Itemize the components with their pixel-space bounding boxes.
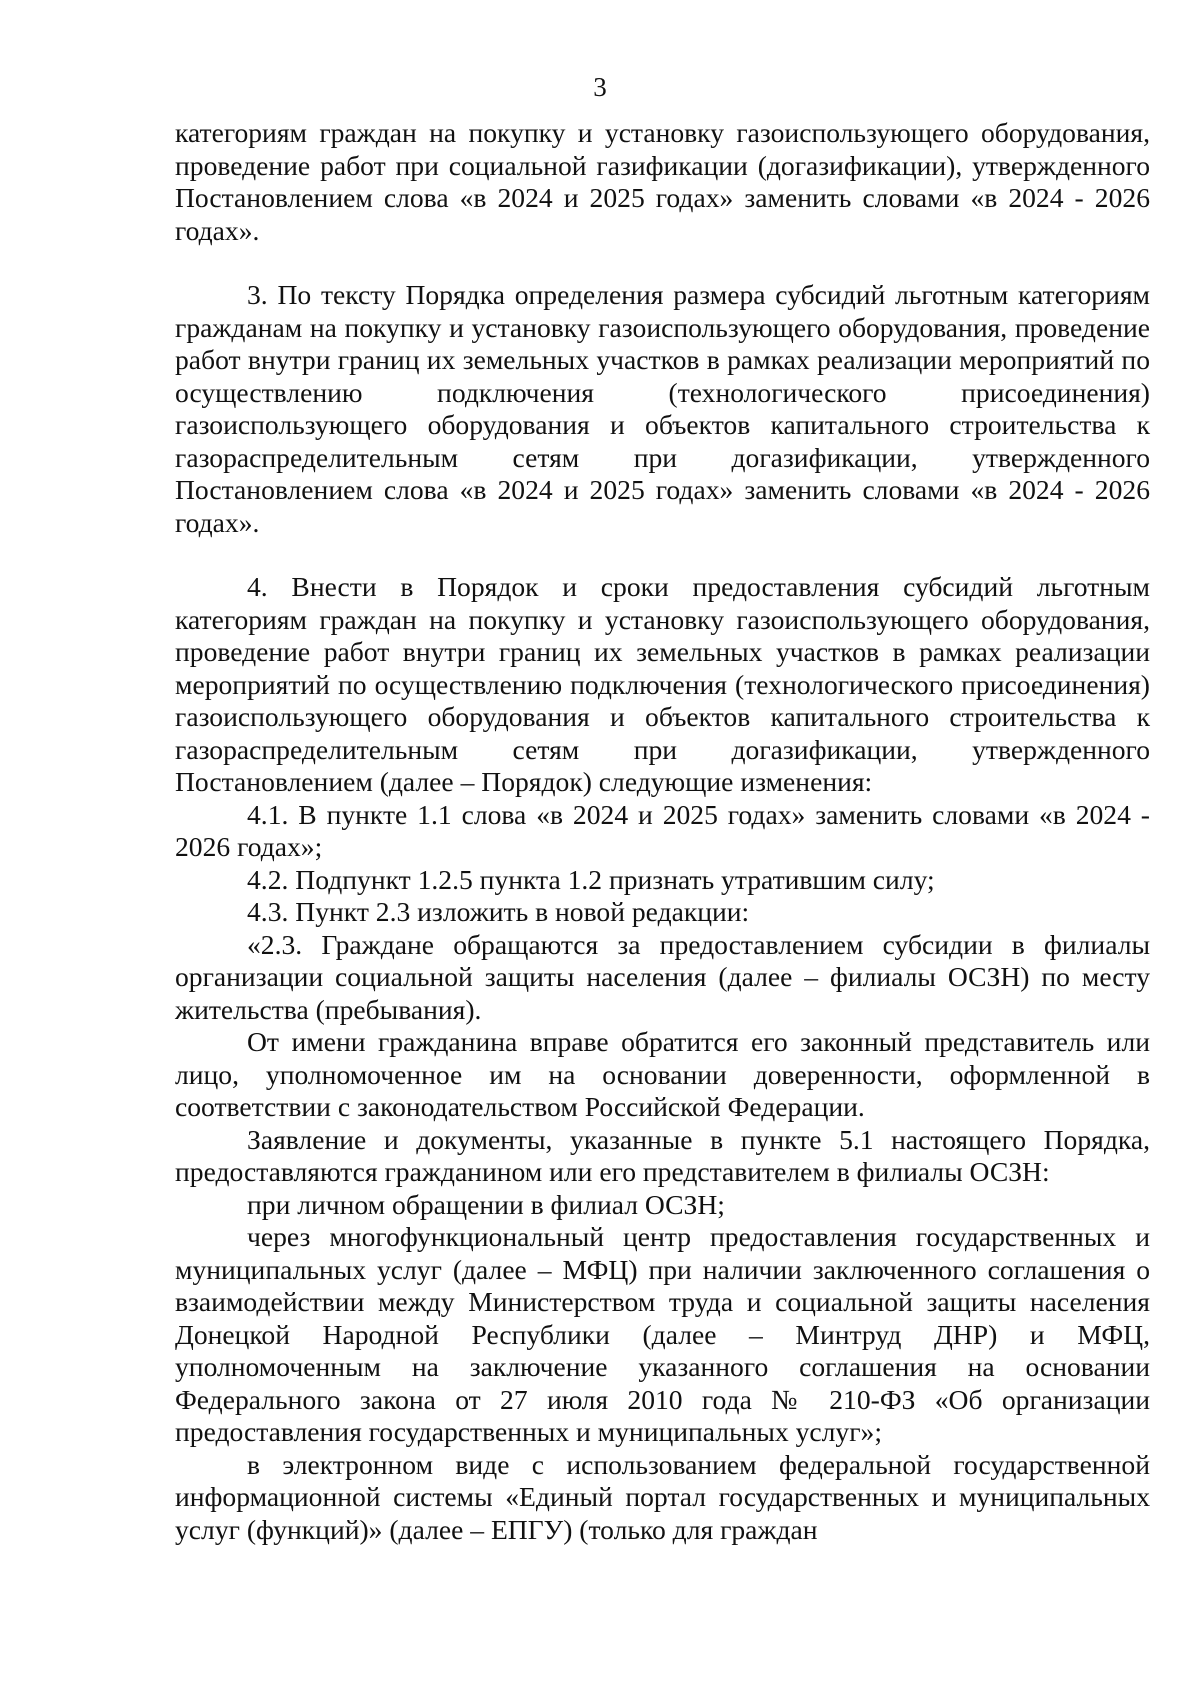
paragraph-item-3: 3. По тексту Порядка определения размера субсидий льготным категориям гражданам на покупку и установку газоиспользующего оборудования, проведение работ внутри границ их земельных участков в рамках реализации мероприятий по осуществлению подключения (технологического присоединения) газоиспользующего оборудования и объектов капитального строительства к газораспределительным сетям при догазификации, утвержденного Постановлением слова «в 2024 и 2025 годах» заменить словами «в 2024 - 2026 годах». [175,279,1150,538]
paragraph-item-2-3-quote: «2.3. Граждане обращаются за предоставлением субсидии в филиалы организации социальной защиты населения (далее – филиалы ОСЗН) по месту жительства (пребывания). [175,928,1150,1025]
paragraph-continuation: категориям граждан на покупку и установку газоиспользующего оборудования, проведение работ при социальной газификации (догазификации), утвержденного Постановлением слова «в 2024 и 2025 годах» заменить словами «в 2024 - 2026 годах». [175,117,1150,246]
paragraph-epgu: в электронном виде с использованием федеральной государственной информационной системы «Единый портал государственных и муниципальных услуг (функций)» (далее – ЕПГУ) (только для граждан [175,1448,1150,1545]
paragraph-mfc: через многофункциональный центр предоставления государственных и муниципальных услуг (далее – МФЦ) при наличии заключенного соглашения о взаимодействии между Министерством труда и социальной защиты населения Донецкой Народной Республики (далее – Минтруд ДНР) и МФЦ, уполномоченным на заключение указанного соглашения на основании Федерального закона от 27 июля 2010 года № 210-ФЗ «Об организации предоставления государственных и муниципальных услуг»; [175,1221,1150,1447]
paragraph-documents: Заявление и документы, указанные в пункте 5.1 настоящего Порядка, предоставляются гражданином или его представителем в филиалы ОСЗН: [175,1123,1150,1187]
paragraph-personal-visit: при личном обращении в филиал ОСЗН; [247,1188,725,1220]
paragraph-item-4-2: 4.2. Подпункт 1.2.5 пункта 1.2 признать утратившим силу; [247,863,935,895]
paragraph-item-4-1: 4.1. В пункте 1.1 слова «в 2024 и 2025 годах» заменить словами «в 2024 - 2026 годах»; [175,798,1150,862]
page-number: 3 [593,72,607,102]
document-body [175,117,1150,1546]
paragraph-item-4: 4. Внести в Порядок и сроки предоставления субсидий льготным категориям граждан на покупку и установку газоиспользующего оборудования, проведение работ внутри границ их земельных участков в рамках реализации мероприятий по осуществлению подключения (технологического присоединения) газоиспользующего оборудования и объектов капитального строительства к газораспределительным сетям при догазификации, утвержденного Постановлением (далее – Порядок) следующие изменения: [175,571,1150,797]
paragraph-item-4-3: 4.3. Пункт 2.3 изложить в новой редакции: [247,896,750,927]
paragraph-representative: От имени гражданина вправе обратится его законный представитель или лицо, уполномоченное им на основании доверенности, оформленной в соответствии с законодательством Российской Федерации. [175,1026,1150,1122]
